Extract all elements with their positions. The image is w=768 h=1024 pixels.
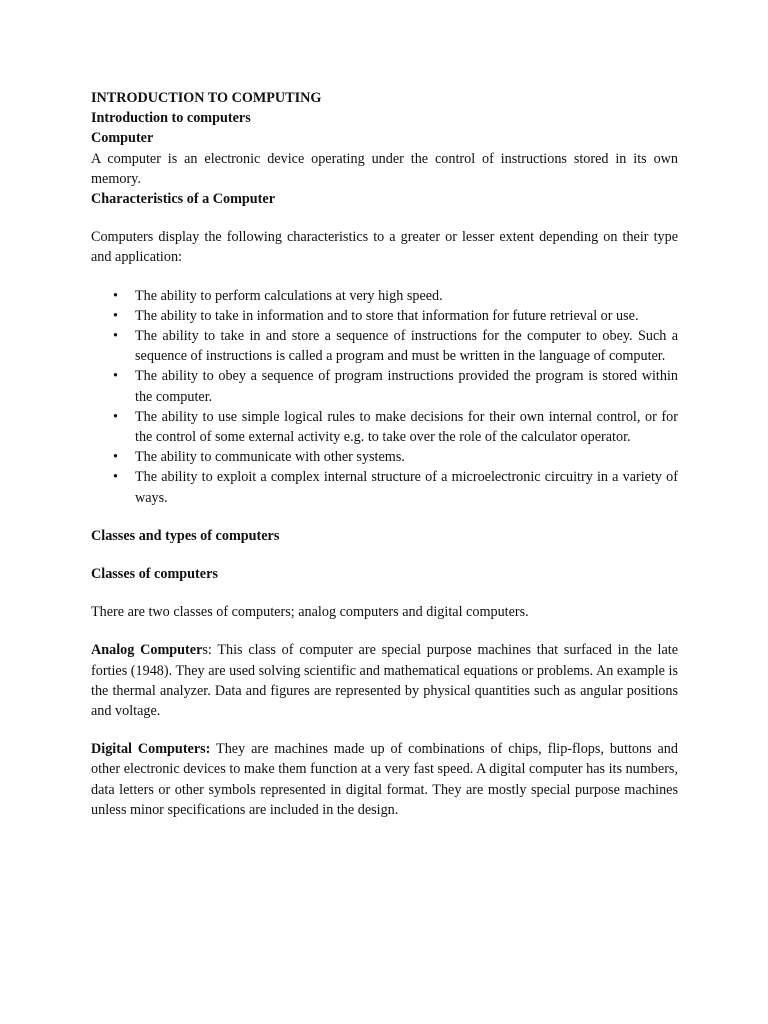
list-item-text: The ability to perform calculations at very high speed. [135,287,443,304]
section-heading-classes: Classes of computers [91,566,218,583]
section-heading-classes-types: Classes and types of computers [91,527,280,544]
digital-text: They are machines made up of combinations of chips, flip-flops, buttons and other electronic devices to make them function at a very fast speed. A digital computer has its numbers, data letters or other symbols represented in digital format. They are mostly special purpose machines unless minor specifications are included in the design. [91,741,678,818]
list-item-text: The ability to take in information and to store that information for future retrieval or use. [135,307,639,324]
digital-term: Digital Computers: [91,741,211,758]
bullet-icon: • [113,287,118,304]
section-heading-computer: Computer [91,130,154,147]
bullet-icon: • [113,307,118,324]
classes-text: There are two classes of computers; analog computers and digital computers. [91,604,529,621]
list-item [91,286,678,306]
list-item-text: The ability to exploit a complex internal structure of a microelectronic circuitry in a variety of ways. [135,469,678,506]
digital-paragraph [91,739,678,820]
bullet-icon: • [113,469,118,486]
analog-text: s: This class of computer are special purpose machines that surfaced in the late forties (1948). They are used solving scientific and mathematical equations or problems. An example is the thermal analyzer. Data and figures are represented by physical quantities such as angular positions and voltage. [91,642,678,720]
list-item [91,326,678,366]
list-item [91,467,678,507]
document-title: INTRODUCTION TO COMPUTING [91,90,322,106]
document-page [91,88,678,820]
computer-definition: A computer is an electronic device operating under the control of instructions stored in its own memory. [91,150,678,187]
analog-paragraph [91,640,678,721]
spacer [91,209,678,227]
spacer [91,584,678,602]
characteristics-intro: Computers display the following characteristics to a greater or lesser extent depending on their type and application: [91,229,678,266]
list-item [91,366,678,406]
spacer [91,508,678,526]
bullet-icon: • [113,449,118,466]
spacer [91,268,678,286]
spacer [91,721,678,739]
list-item-text: The ability to use simple logical rules to make decisions for their own internal control, or for the control of some external activity e.g. to take over the role of the calculator operator. [135,408,678,446]
list-item [91,306,678,326]
spacer [91,546,678,564]
list-item-text: The ability to obey a sequence of program instructions provided the program is stored within the computer. [135,368,678,405]
section-heading-characteristics: Characteristics of a Computer [91,191,275,208]
bullet-icon: • [113,368,118,385]
analog-term: Analog Computer [91,642,203,659]
list-item-text: The ability to communicate with other systems. [135,449,405,466]
list-item [91,447,678,467]
bullet-icon: • [113,328,118,345]
characteristics-list [91,286,678,508]
list-item [91,407,678,447]
section-heading-introduction: Introduction to computers [91,110,251,127]
spacer [91,622,678,640]
bullet-icon: • [113,408,118,425]
list-item-text: The ability to take in and store a sequence of instructions for the computer to obey. Such a sequence of instructions is called a program and must be written in the language of computer. [135,328,678,365]
